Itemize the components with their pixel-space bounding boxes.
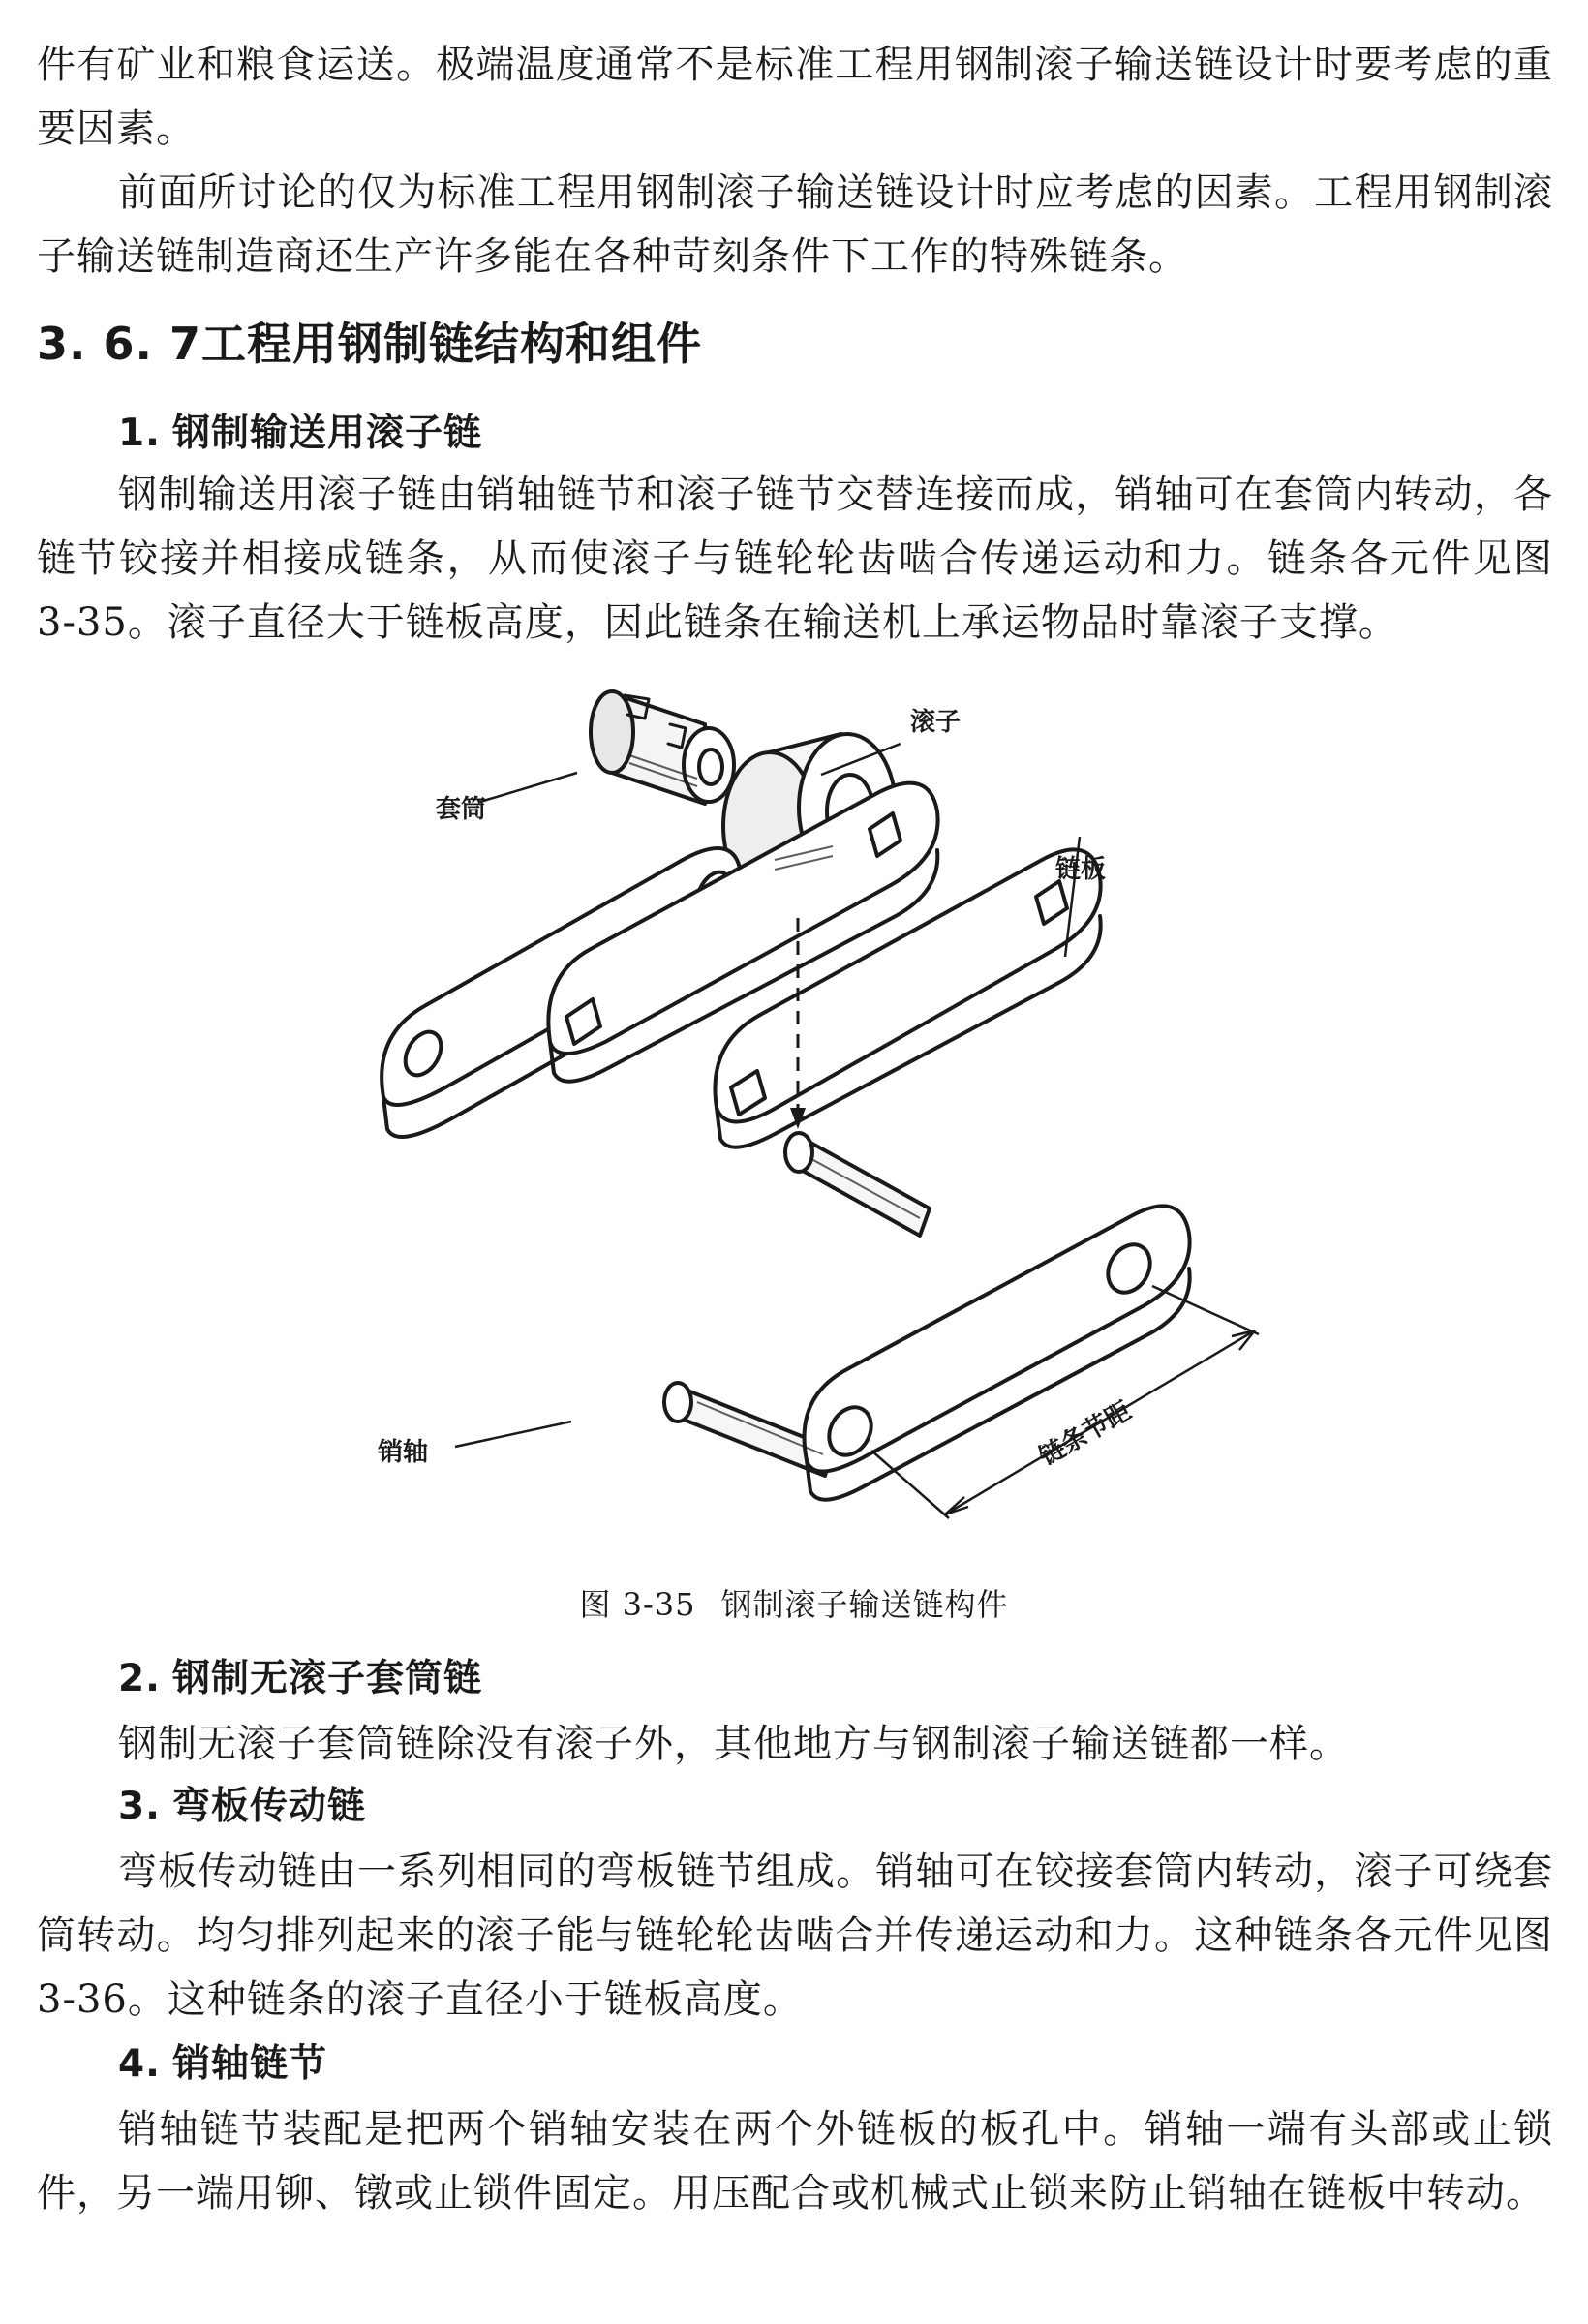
label-roller: 滚子 bbox=[910, 708, 962, 737]
figure-caption bbox=[0, 1580, 1588, 1629]
subsection-title: 钢制输送用滚子链 bbox=[172, 412, 483, 455]
subsection-number: 3. bbox=[118, 1785, 161, 1828]
subsection-heading-bushing-chain bbox=[118, 1650, 482, 1708]
bushing-part bbox=[591, 691, 734, 804]
section-number: 3. 6. 7 bbox=[37, 318, 201, 370]
paragraph-bushing-chain: 钢制无滚子套筒链除没有滚子外，其他地方与钢制滚子输送链都一样。 bbox=[118, 1722, 1349, 1766]
subsection-title: 弯板传动链 bbox=[172, 1785, 367, 1828]
figure-chain-components bbox=[290, 666, 1298, 1596]
paragraph-roller-chain: 钢制输送用滚子链由销轴链节和滚子链节交替连接而成，销轴可在套筒内转动，各链节铰接并相接成链条，从而使滚子与链轮轮齿啮合传递运动和力。链条各元件见图 3-35。滚子直径大于链板高度，因此链条在输送机上承运物品时靠滚子支撑。 bbox=[37, 473, 1553, 645]
subsection-heading-offset-chain bbox=[118, 1778, 366, 1836]
subsection-heading-roller-chain bbox=[118, 405, 482, 463]
subsection-title: 钢制无滚子套筒链 bbox=[172, 1657, 483, 1700]
label-link-plate: 链板 bbox=[1055, 855, 1107, 884]
label-bushing: 套筒 bbox=[436, 795, 487, 824]
subsection-number: 1. bbox=[118, 412, 161, 455]
paragraph-pin-link: 销轴链节装配是把两个销轴安装在两个外链板的板孔中。销轴一端有头部或止锁件，另一端用铆、镦或止锁件固定。用压配合或机械式止锁来防止销轴在链板中转动。 bbox=[37, 2107, 1553, 2216]
figure-number: 图 3-35 bbox=[579, 1586, 696, 1623]
pin-link-plate bbox=[805, 1206, 1190, 1499]
paragraph-special-chains: 前面所讨论的仅为标准工程用钢制滚子输送链设计时应考虑的因素。工程用钢制滚子输送链制造商还生产许多能在各种苛刻条件下工作的特殊链条。 bbox=[37, 170, 1553, 279]
figure-title: 钢制滚子输送链构件 bbox=[720, 1586, 1009, 1623]
subsection-title: 销轴链节 bbox=[172, 2042, 328, 2086]
paragraph-offset-chain: 弯板传动链由一系列相同的弯板链节组成。销轴可在铰接套筒内转动，滚子可绕套筒转动。均匀排列起来的滚子能与链轮轮齿啮合并传递运动和力。这种链条各元件见图 3-36。这种链条的滚子直径小于链板高度。 bbox=[37, 1850, 1553, 2022]
subsection-heading-pin-link bbox=[118, 2035, 327, 2094]
section-heading bbox=[37, 310, 702, 378]
subsection-number: 4. bbox=[118, 2042, 161, 2086]
label-pin: 销轴 bbox=[378, 1438, 429, 1467]
section-title: 工程用钢制链结构和组件 bbox=[201, 318, 702, 370]
label-chain-pitch: 链条节距 bbox=[1034, 1396, 1137, 1473]
subsection-number: 2. bbox=[118, 1657, 161, 1700]
chain-components-drawing bbox=[290, 666, 1298, 1596]
paragraph-extreme-temperature: 件有矿业和粮食运送。极端温度通常不是标准工程用钢制滚子输送链设计时要考虑的重要因素。 bbox=[37, 43, 1553, 151]
